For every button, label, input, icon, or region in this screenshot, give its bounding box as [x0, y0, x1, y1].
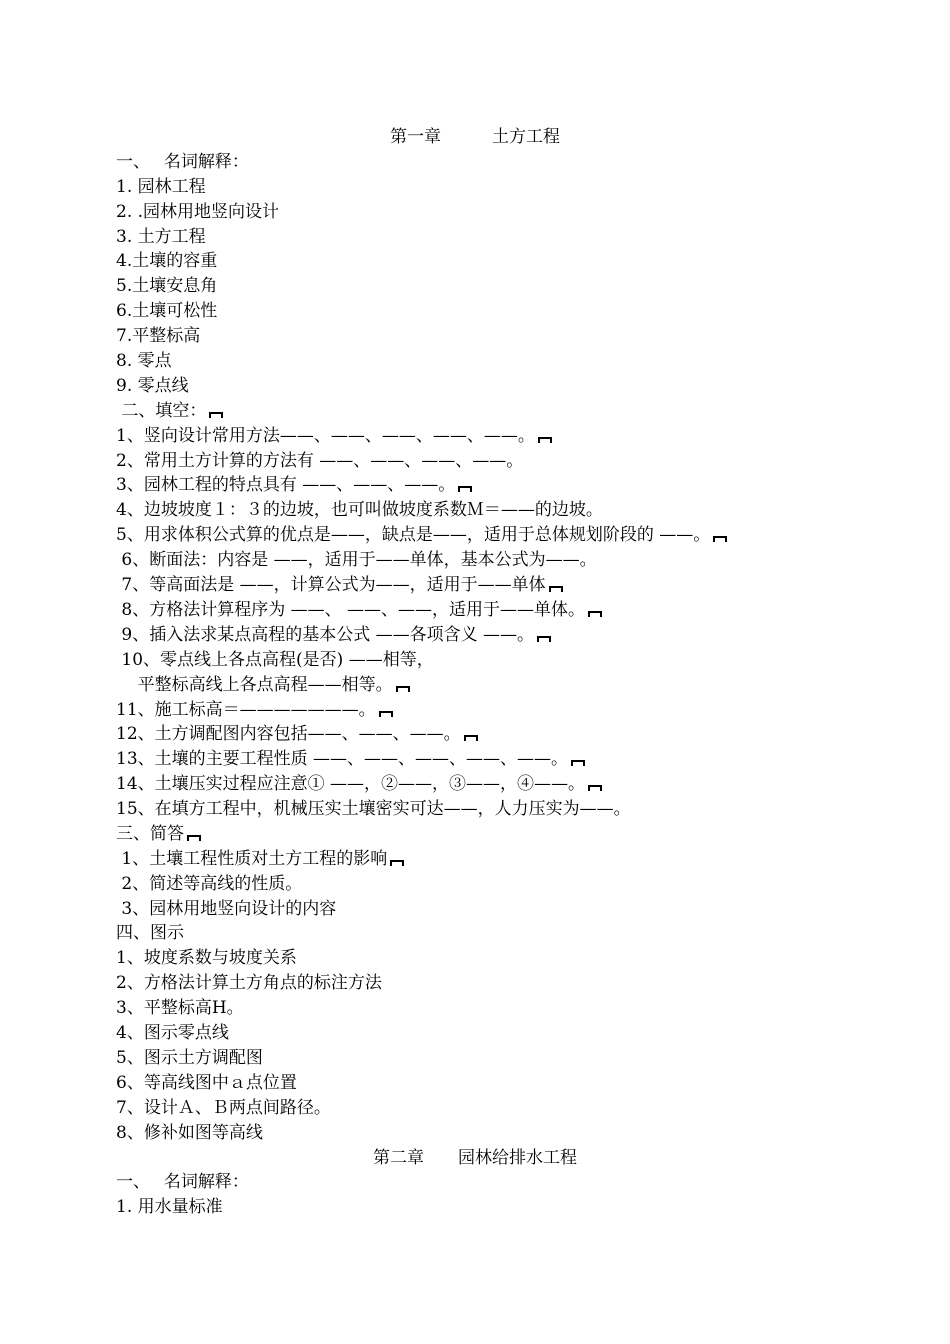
ch1-s3-item: 2、简述等高线的性质。 — [116, 874, 303, 894]
paragraph-mark-icon — [390, 860, 404, 866]
ch1-s4-item: 3、平整标高H。 — [116, 998, 244, 1018]
ch1-section-1-heading: 一、 名词解释： — [116, 152, 249, 172]
ch1-s4-item: 2、方格法计算土方角点的标注方法 — [116, 973, 382, 993]
ch1-s3-item: 3、园林用地竖向设计的内容 — [116, 899, 337, 919]
ch1-section-2-heading: 二、填空： — [116, 400, 223, 422]
paragraph-mark-icon — [588, 611, 602, 617]
ch1-s4-item: 4、图示零点线 — [116, 1023, 229, 1043]
ch1-s2-item: 3、园林工程的特点具有 ——、——、——。 — [116, 474, 472, 496]
ch1-s2-item: 11、施工标高＝———————。 — [116, 699, 393, 721]
ch1-s4-item: 7、设计Ａ、Ｂ两点间路径。 — [116, 1098, 331, 1118]
chapter-1-title: 第一章 土方工程 — [390, 127, 560, 147]
ch1-s2-item: 10、零点线上各点高程(是否) ——相等， — [116, 650, 434, 670]
ch1-s2-item: 8、方格法计算程序为 ——、 ——、——，适用于——单体。 — [116, 599, 602, 621]
ch1-s2-item: 平整标高线上各点高程——相等。 — [116, 674, 410, 696]
paragraph-mark-icon — [209, 412, 223, 418]
paragraph-mark-icon — [538, 437, 552, 443]
ch2-section-1-heading: 一、 名词解释： — [116, 1172, 249, 1192]
ch1-s1-item: 9. 零点线 — [116, 376, 189, 396]
ch1-s2-item: 14、土壤压实过程应注意① ——，②——，③——，④——。 — [116, 773, 602, 795]
ch1-s4-item: 6、等高线图中ａ点位置 — [116, 1073, 297, 1093]
ch1-s2-item: 7、等高面法是 ——，计算公式为——，适用于——单体 — [116, 574, 563, 596]
chapter-2-title: 第二章 园林给排水工程 — [373, 1148, 577, 1168]
paragraph-mark-icon — [713, 536, 727, 542]
paragraph-mark-icon — [537, 636, 551, 642]
paragraph-mark-icon — [464, 735, 478, 741]
ch1-s2-item: 12、土方调配图内容包括——、——、——。 — [116, 723, 478, 745]
ch1-s2-item: 2、常用土方计算的方法有 ——、——、——、——。 — [116, 451, 524, 471]
paragraph-mark-icon — [588, 785, 602, 791]
ch1-s1-item: 6.土壤可松性 — [116, 301, 218, 321]
ch1-s1-item: 2. .园林用地竖向设计 — [116, 202, 280, 222]
ch1-s2-item: 13、土壤的主要工程性质 ——、——、——、——、——。 — [116, 748, 585, 770]
ch1-s2-item: 6、断面法：内容是 ——，适用于——单体，基本公式为——。 — [116, 550, 597, 570]
ch1-s3-item: 1、土壤工程性质对土方工程的影响 — [116, 848, 404, 870]
ch1-s2-item: 4、边坡坡度１：３的边坡，也可叫做坡度系数Ｍ＝——的边坡。 — [116, 500, 603, 520]
ch1-section-3-heading: 三、简答 — [116, 823, 201, 845]
paragraph-mark-icon — [458, 486, 472, 492]
ch2-s1-item: 1. 用水量标准 — [116, 1197, 223, 1217]
ch1-s1-item: 5.土壤安息角 — [116, 276, 218, 296]
ch1-s4-item: 5、图示土方调配图 — [116, 1048, 263, 1068]
ch1-s1-item: 3. 土方工程 — [116, 227, 206, 247]
ch1-s1-item: 4.土壤的容重 — [116, 251, 218, 271]
ch1-s1-item: 7.平整标高 — [116, 326, 201, 346]
ch1-s4-item: 1、坡度系数与坡度关系 — [116, 948, 297, 968]
ch1-s2-item: 15、在填方工程中，机械压实土壤密实可达——，人力压实为——。 — [116, 799, 631, 819]
ch1-s2-item: 9、插入法求某点高程的基本公式 ——各项含义 ——。 — [116, 624, 551, 646]
paragraph-mark-icon — [549, 586, 563, 592]
paragraph-mark-icon — [379, 711, 393, 717]
ch1-s2-item: 1、竖向设计常用方法——、——、——、——、——。 — [116, 425, 552, 447]
ch1-s1-item: 8. 零点 — [116, 351, 172, 371]
ch1-s2-item: 5、用求体积公式算的优点是——，缺点是——，适用于总体规划阶段的 ——。 — [116, 524, 727, 546]
paragraph-mark-icon — [187, 835, 201, 841]
ch1-s4-item: 8、修补如图等高线 — [116, 1123, 263, 1143]
ch1-s1-item: 1. 园林工程 — [116, 177, 206, 197]
paragraph-mark-icon — [571, 760, 585, 766]
ch1-section-4-heading: 四、图示 — [116, 923, 184, 943]
paragraph-mark-icon — [396, 686, 410, 692]
